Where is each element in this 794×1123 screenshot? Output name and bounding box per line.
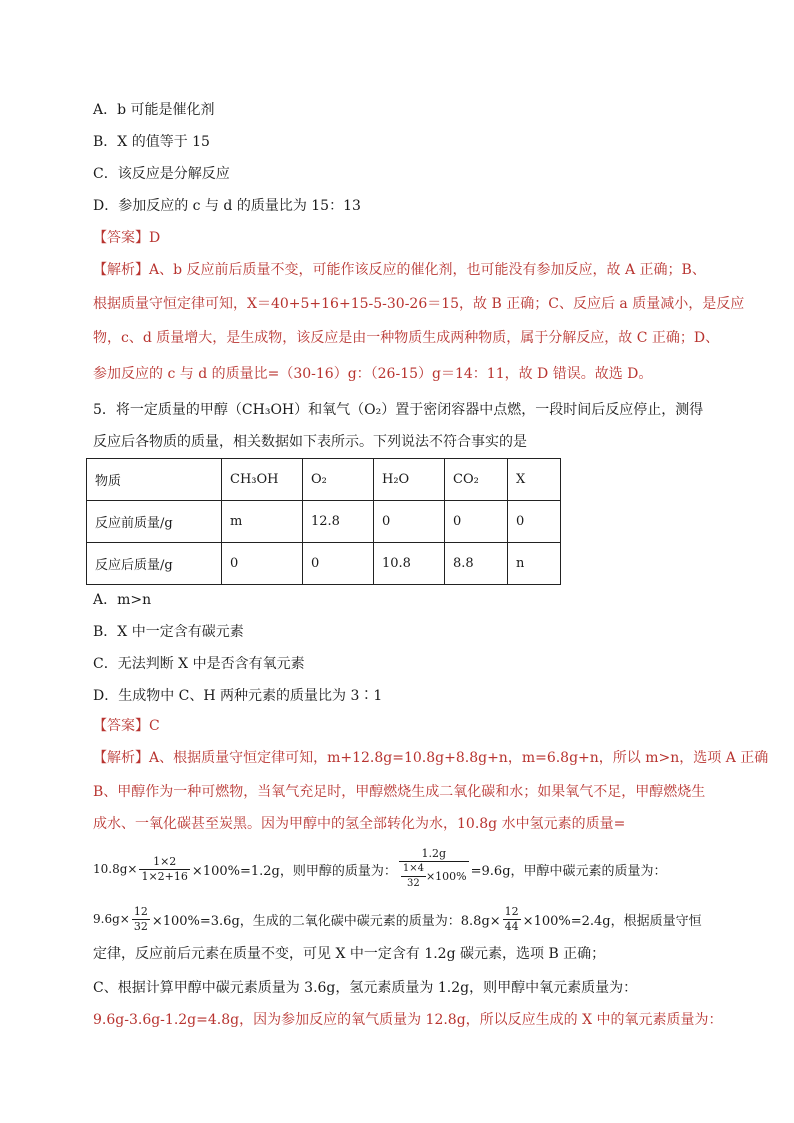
table-cell: 0 — [374, 501, 445, 543]
answer-tag: 【答案】 — [93, 718, 149, 734]
analysis-tag: 【解析】 — [93, 750, 149, 766]
table-row — [87, 543, 561, 585]
q4-analysis-line-3: 物，c、d 质量增大，是生成物，该反应是由一种物质生成两种物质，属于分解反应，故 C 正确；D、 — [93, 330, 720, 346]
q4-option-a: A．b 可能是催化剂 — [93, 102, 215, 118]
table-cell: 10.8 — [374, 543, 445, 585]
q5-analysis-line-3: 成水、一氧化碳甚至炭黑。因为甲醇中的氢全部转化为水，10.8g 水中氢元素的质量= — [93, 816, 626, 832]
q5-option-c: C．无法判断 X 中是否含有氧元素 — [93, 656, 305, 672]
table-header-cell: CH₃OH — [222, 459, 303, 501]
table-header-cell: CO₂ — [445, 459, 508, 501]
q4-analysis-line-4: 参加反应的 c 与 d 的质量比=（30-16）g：（26-15）g＝14：11，故 D 错误。故选 D。 — [93, 366, 653, 382]
table-cell: 0 — [445, 501, 508, 543]
q5-analysis-line-1: 【解析】A、根据质量守恒定律可知，m+12.8g=10.8g+8.8g+n，m=6.8g+n，所以 m>n，选项 A 正确 — [93, 750, 769, 766]
table-cell: 12.8 — [303, 501, 374, 543]
table-header-cell: X — [508, 459, 561, 501]
q5-equation-2: 9.6g× $\frac{12}{32}$ ×100%=3.6g，生成的二氧化碳中碳元素的质量为：8.8g× $\frac{12}{44}$ ×100%=2.4g，根据质量守恒 — [93, 904, 702, 933]
q5-tail-line-2: C、根据计算甲醇中碳元素质量为 3.6g，氢元素质量为 1.2g，则甲醇中氧元素质量为： — [93, 980, 638, 996]
q4-option-b: B．X 的值等于 15 — [93, 134, 210, 150]
table-header-cell: H₂O — [374, 459, 445, 501]
q4-option-c: C．该反应是分解反应 — [93, 166, 230, 182]
q5-data-table — [86, 458, 561, 585]
table-cell: 0 — [222, 543, 303, 585]
table-cell: 反应后质量/g — [87, 543, 222, 585]
table-header-cell: 物质 — [87, 459, 222, 501]
table-cell: n — [508, 543, 561, 585]
fraction: $\frac{12}{32}$ — [133, 904, 148, 933]
q5-analysis-line-2: B、甲醇作为一种可燃物，当氧气充足时，甲醇燃烧生成二氧化碳和水；如果氧气不足，甲醇燃烧生 — [93, 784, 706, 800]
q5-option-d: D．生成物中 C、H 两种元素的质量比为 3∶1 — [93, 688, 383, 704]
answer-tag: 【答案】 — [93, 230, 149, 246]
q4-answer — [93, 228, 160, 248]
table-cell: 0 — [303, 543, 374, 585]
table-cell: 0 — [508, 501, 561, 543]
q5-equation-1: 10.8g× $\frac{1\times 2}{1\times 2+16}$ ×100%=1.2g，则甲醇的质量为： 1.2g $\frac{1\times 4}{32}$ ×100% =9.6g，甲醇中碳元素的质量为： — [93, 847, 667, 889]
table-row — [87, 501, 561, 543]
fraction: $\frac{1\times 2}{1\times 2+16}$ — [141, 854, 188, 883]
answer-value: D — [149, 230, 161, 246]
q5-tail-line-1: 定律，反应前后元素在质量不变，可见 X 中一定含有 1.2g 碳元素，选项 B 正确； — [93, 946, 606, 962]
q4-analysis-line-1: 【解析】A、b 反应前后质量不变，可能作该反应的催化剂，也可能没有参加反应，故 A 正确；B、 — [93, 262, 706, 278]
q5-stem-line-2: 反应后各物质的质量，相关数据如下表所示。下列说法不符合事实的是 — [93, 434, 527, 450]
fraction: 1.2g $\frac{1\times 4}{32}$ ×100% — [399, 847, 469, 891]
fraction: $\frac{1\times 4}{32}$ — [402, 863, 424, 889]
table-header-row — [87, 459, 561, 501]
q4-analysis-line-2: 根据质量守恒定律可知，X＝40+5+16+15-5-30-26＝15，故 B 正确；C、反应后 a 质量减小，是反应 — [93, 296, 745, 312]
q5-answer — [93, 716, 160, 736]
q5-tail-line-3: 9.6g-3.6g-1.2g=4.8g，因为参加反应的氧气质量为 12.8g，所以反应生成的 X 中的氧元素质量为： — [93, 1012, 723, 1028]
answer-value: C — [149, 718, 160, 734]
q5-stem-line-1: 5．将一定质量的甲醇（CH₃OH）和氧气（O₂）置于密闭容器中点燃，一段时间后反应停止，测得 — [93, 402, 704, 418]
table-cell: 8.8 — [445, 543, 508, 585]
table-cell: m — [222, 501, 303, 543]
analysis-tag: 【解析】 — [93, 262, 149, 278]
table-cell: 反应前质量/g — [87, 501, 222, 543]
table-header-cell: O₂ — [303, 459, 374, 501]
q5-option-b: B．X 中一定含有碳元素 — [93, 624, 244, 640]
fraction: $\frac{12}{44}$ — [504, 904, 519, 933]
q5-option-a: A．m>n — [93, 592, 152, 608]
q4-option-d: D．参加反应的 c 与 d 的质量比为 15：13 — [93, 198, 361, 214]
